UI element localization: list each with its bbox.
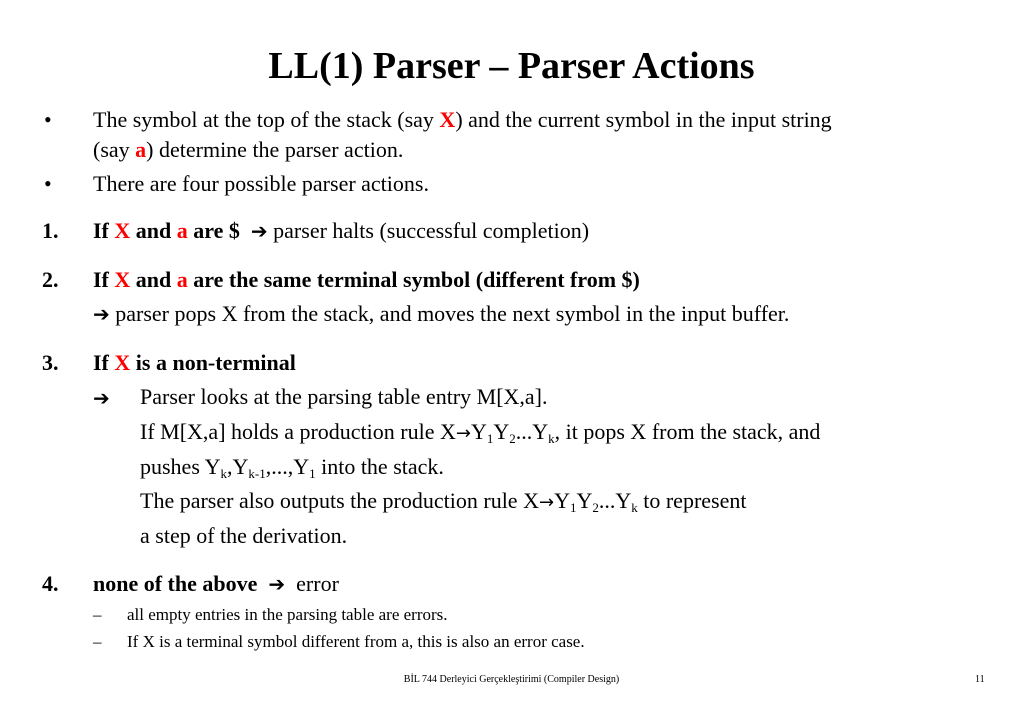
arrow-icon: ➔ [93,302,110,326]
bullet-1-line-2: (say a) determine the parser action. [93,137,404,162]
item-3-line-2: If M[X,a] holds a production rule $X\to Y_1Y_2...Y_k$, it pops X from the stack, and [140,419,821,446]
symbol-a: a [135,137,147,162]
item-4-text: none of the above ➔ error [93,571,339,596]
item-3-line-5: a step of the derivation. [140,523,348,548]
item-number: 4. [42,571,59,596]
right-arrow-icon: → [455,423,471,444]
item-3-line-4: The parser also outputs the production rule $X\to Y_1Y_2...Y_k$ to represent [140,488,747,515]
sub-item-2: If X is a terminal symbol different from a, this is also an error case. [127,632,585,651]
bullet-2-text: There are four possible parser actions. [93,171,429,196]
dash-marker: – [93,632,102,651]
item-2-result: ➔ parser pops X from the stack, and moves the next symbol in the input buffer. [93,301,790,326]
item-3-line-3: pushes $Y_k,Y_{k-1},...,Y_1$ into the stack. [140,454,444,481]
bullet-1-line-1: The symbol at the top of the stack (say X) and the current symbol in the input string [93,107,832,132]
sub-item-1: all empty entries in the parsing table are errors. [127,605,448,624]
arrow-icon: ➔ [268,572,286,596]
bullet-marker: • [44,171,52,196]
footer-course: BİL 744 Derleyici Gerçekleştirimi (Compiler Design) [403,674,620,685]
item-3-text: If X is a non-terminal [93,350,296,375]
symbol-x: X [439,107,456,132]
item-3-line-1: Parser looks at the parsing table entry M[X,a]. [140,384,548,409]
item-2-text: If X and a are the same terminal symbol (different from $) [93,267,640,292]
item-number: 3. [42,350,59,375]
bullet-marker: • [44,107,52,132]
item-number: 2. [42,267,59,292]
page-number: 11 [975,674,985,685]
arrow-icon: ➔ [93,386,110,410]
item-number: 1. [42,218,59,243]
item-1-text: If X and a are $ ➔ parser halts (successful completion) [93,218,590,243]
arrow-icon: ➔ [250,219,268,243]
dash-marker: – [93,605,102,624]
right-arrow-icon: → [538,492,555,513]
slide-title: LL(1) Parser – Parser Actions [268,45,755,87]
